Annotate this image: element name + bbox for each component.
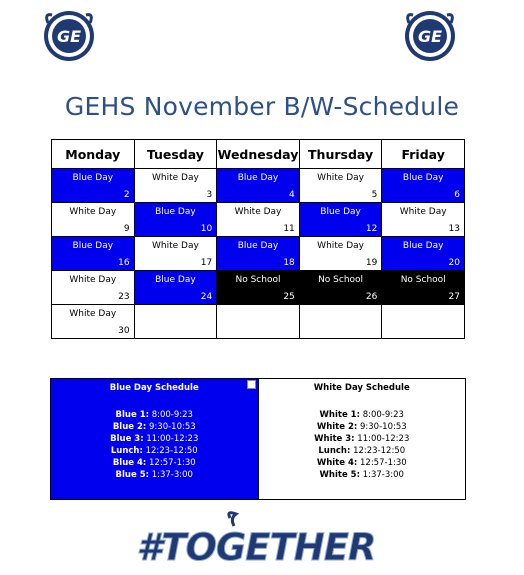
calendar-day-cell (134, 271, 217, 305)
period-name: Lunch: (318, 446, 351, 456)
calendar-row (52, 237, 465, 271)
period-name: Lunch: (110, 446, 143, 456)
period-name: White 1: (319, 410, 360, 420)
calendar-day-cell (52, 237, 135, 271)
date-number: 10 (200, 224, 213, 234)
date-number: 23 (118, 292, 130, 302)
blue-day-schedule (51, 379, 258, 499)
period-name: Blue 3: (110, 434, 144, 444)
date-number: 25 (283, 292, 295, 302)
period-time: 11:00-12:23 (357, 434, 410, 444)
page-title: GEHS November B/W-Schedule (64, 92, 460, 121)
calendar-day-cell (134, 203, 217, 237)
calendar-day-cell (382, 169, 465, 203)
period-time: 8:00-9:23 (151, 410, 193, 420)
schedule-period (51, 421, 258, 433)
day-type-label: White Day (69, 309, 117, 319)
calendar-day-cell (134, 237, 217, 271)
calendar-row (52, 271, 465, 305)
period-name: White 2: (316, 422, 358, 432)
day-type-label: White Day (234, 207, 282, 217)
date-number: 26 (365, 292, 378, 302)
calendar-header-row (52, 140, 465, 169)
date-number: 24 (200, 292, 213, 302)
calendar-day-cell (382, 203, 465, 237)
schedule-period (51, 469, 258, 481)
period-time: 11:00-12:23 (146, 434, 199, 444)
together-logo-icon (136, 512, 376, 572)
date-number: 12 (365, 224, 378, 234)
period-name: Blue 4: (112, 458, 147, 468)
calendar-day-cell (217, 169, 300, 203)
period-time: 9:30-10:53 (149, 422, 196, 432)
period-name: White 5: (319, 470, 360, 480)
schedule-period (51, 409, 258, 421)
day-type-label: Blue Day (237, 241, 279, 251)
period-time: 9:30-10:53 (360, 422, 407, 432)
day-type-label: No School (235, 275, 281, 285)
school-logo-icon (42, 9, 96, 63)
day-header-friday: Friday (382, 140, 465, 169)
day-type-label: White Day (69, 275, 117, 285)
calendar-day-cell (134, 169, 217, 203)
date-number: 2 (123, 190, 130, 200)
date-number: 4 (289, 190, 295, 200)
period-time: 12:57-1:30 (360, 458, 407, 468)
day-type-label: White Day (151, 173, 199, 183)
date-number: 11 (283, 224, 295, 234)
day-type-label: Blue Day (72, 241, 114, 251)
calendar-day-cell (299, 305, 382, 339)
schedule-calendar (51, 139, 465, 339)
day-type-label: White Day (399, 207, 447, 217)
period-name: White 3: (314, 434, 355, 444)
period-name: Blue 5: (115, 470, 150, 480)
svg-text:GE: GE (417, 27, 443, 46)
period-name: White 4: (316, 458, 358, 468)
calendar-day-cell (299, 169, 382, 203)
calendar-day-cell (299, 271, 382, 305)
period-name: Blue 2: (112, 422, 147, 432)
calendar-day-cell (217, 203, 300, 237)
calendar-day-cell (382, 237, 465, 271)
date-number: 9 (123, 224, 130, 234)
calendar-day-cell (299, 203, 382, 237)
date-number: 17 (200, 258, 213, 268)
day-type-label: Blue Day (155, 207, 196, 217)
date-number: 5 (371, 190, 378, 200)
period-time: 12:23-12:50 (353, 446, 406, 456)
day-type-label: Blue Day (402, 173, 444, 183)
day-type-label: Blue Day (237, 173, 279, 183)
day-header-tuesday: Tuesday (134, 140, 217, 169)
day-schedules (50, 378, 466, 500)
day-type-label: Blue Day (320, 207, 361, 217)
schedule-period (259, 433, 466, 445)
date-number: 27 (448, 292, 460, 302)
svg-text:GE: GE (56, 27, 82, 46)
day-type-label: No School (318, 275, 364, 285)
day-type-label: White Day (69, 207, 117, 217)
school-logo-icon (403, 9, 457, 63)
blue-schedule-title: Blue Day Schedule (109, 383, 199, 393)
calendar-row (52, 169, 465, 203)
day-type-label: Blue Day (402, 241, 444, 251)
schedule-period (259, 469, 466, 481)
calendar-day-cell (52, 203, 135, 237)
period-time: 8:00-9:23 (362, 410, 404, 420)
white-day-schedule (258, 379, 466, 499)
calendar-row (52, 305, 465, 339)
calendar-day-cell (52, 305, 135, 339)
day-type-label: White Day (317, 173, 364, 183)
calendar-day-cell (299, 237, 382, 271)
calendar-day-cell (52, 271, 135, 305)
period-time: 12:23-12:50 (145, 446, 198, 456)
calendar-day-cell (217, 237, 300, 271)
schedule-period (51, 433, 258, 445)
day-type-label: No School (400, 275, 446, 285)
day-header-thursday: Thursday (299, 140, 382, 169)
schedule-period (51, 457, 258, 469)
calendar-day-cell (134, 305, 217, 339)
day-type-label: White Day (151, 241, 199, 251)
day-type-label: White Day (317, 241, 364, 251)
blue-schedule-list (51, 409, 258, 481)
schedule-period (259, 445, 466, 457)
white-schedule-list (259, 409, 466, 481)
calendar-day-cell (382, 271, 465, 305)
period-name: Blue 1: (115, 410, 150, 420)
date-number: 20 (448, 258, 460, 268)
checkbox[interactable] (247, 380, 256, 389)
day-type-label: Blue Day (72, 173, 114, 183)
calendar-day-cell (52, 169, 135, 203)
calendar-row (52, 203, 465, 237)
schedule-period (259, 409, 466, 421)
schedule-period (259, 421, 466, 433)
day-header-wednesday: Wednesday (217, 140, 300, 169)
date-number: 18 (283, 258, 295, 268)
schedule-period (51, 445, 258, 457)
day-header-monday: Monday (52, 140, 135, 169)
calendar-day-cell (217, 305, 300, 339)
date-number: 16 (118, 258, 130, 268)
date-number: 3 (206, 190, 213, 200)
date-number: 30 (118, 326, 130, 336)
date-number: 13 (448, 224, 460, 234)
white-schedule-title: White Day Schedule (313, 383, 410, 393)
period-time: 1:37-3:00 (151, 470, 193, 480)
date-number: 6 (454, 190, 460, 200)
date-number: 19 (365, 258, 378, 268)
calendar-day-cell (217, 271, 300, 305)
schedule-period (259, 457, 466, 469)
period-time: 12:57-1:30 (149, 458, 196, 468)
day-type-label: Blue Day (155, 275, 196, 285)
period-time: 1:37-3:00 (362, 470, 404, 480)
together-text: #TOGETHER (136, 526, 376, 569)
calendar-day-cell (382, 305, 465, 339)
